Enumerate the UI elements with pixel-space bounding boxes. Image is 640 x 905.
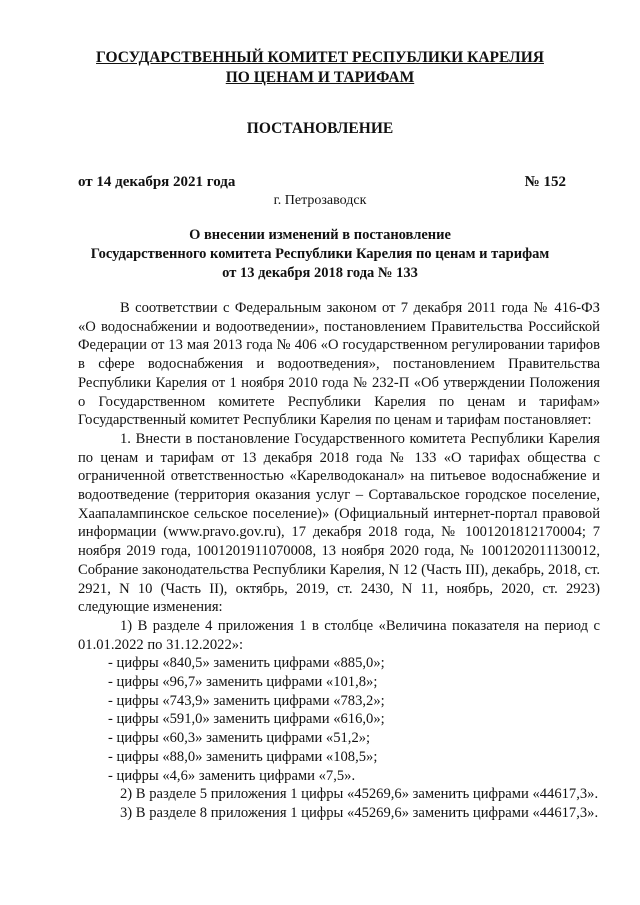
document-subject [0, 226, 640, 283]
replacement-item: - цифры «743,9» заменить цифрами «783,2»; [108, 692, 385, 709]
subject-line-3: от 13 декабря 2018 года № 133 [222, 265, 418, 281]
replacement-item: - цифры «840,5» заменить цифрами «885,0»; [108, 655, 385, 672]
organization-line-2: ПО ЦЕНАМ И ТАРИФАМ [225, 69, 415, 86]
replacement-item: - цифры «60,3» заменить цифрами «51,2»; [108, 730, 371, 747]
document-date: от 14 декабря 2021 года [78, 174, 236, 190]
document-number: № 152 [524, 174, 566, 190]
subject-line-1: О внесении изменений в постановление [189, 227, 451, 243]
replacement-item: - цифры «4,6» заменить цифрами «7,5». [108, 767, 356, 784]
replacement-item: - цифры «591,0» заменить цифрами «616,0»; [108, 711, 385, 728]
subject-line-2: Государственного комитета Республики Карелия по ценам и тарифам [90, 246, 550, 262]
subitem-1-paragraph: 1) В разделе 4 приложения 1 в столбце «Величина показателя на период с 01.01.2022 по 31.12.2022»: [78, 617, 600, 653]
date-number-row [78, 174, 566, 191]
preamble-paragraph: В соответствии с Федеральным законом от 7 декабря 2011 года № 416-ФЗ «О водоснабжении и водоотведении», постановлением Правительства Российской Федерации от 13 мая 2013 года № 406 «О государственном регулировании тарифов в сфере водоснабжения и водоотведения», постановлением Правительства Республики Карелия от 1 ноября 2010 года № 232-П «Об утверждении Положения о Государственном комитете Республики Карелия по ценам и тарифам» Государственный комитет Республики Карелия по ценам и тарифам постановляет: [78, 300, 600, 429]
item-1-paragraph: 1. Внести в постановление Государственного комитета Республики Карелия по ценам и тарифам от 13 декабря 2018 года № 133 «О тарифах общества с ограниченной ответственностью «Карелводоканал» на питьевое водоснабжение и водоотведение (территория оказания услуг – Сортавальское городское поселение, Хаапалампинское сельское поселение)» (Официальный интернет-портал правовой информации (www.pravo.gov.ru), 17 декабря 2018 года, № 1001201812170004; 7 ноября 2019 года, 1001201911070008, 13 ноября 2020 года, № 1001202011130012, Собрание законодательства Республики Карелия, N 12 (Часть III), декабрь, 2018, ст. 2921, N 10 (Часть II), октябрь, 2019, ст. 2430, N 11, ноябрь, 2020, ст. 2923) следующие изменения: [78, 430, 600, 616]
document-type-title: ПОСТАНОВЛЕНИЕ [246, 120, 394, 137]
subitem-3-paragraph: 3) В разделе 8 приложения 1 цифры «45269,6» заменить цифрами «44617,3». [120, 804, 599, 821]
city: г. Петрозаводск [273, 193, 367, 208]
subitem-2-paragraph: 2) В разделе 5 приложения 1 цифры «45269,6» заменить цифрами «44617,3». [120, 786, 599, 803]
organization-line-1: ГОСУДАРСТВЕННЫЙ КОМИТЕТ РЕСПУБЛИКИ КАРЕЛИЯ [96, 49, 544, 66]
replacement-item: - цифры «96,7» заменить цифрами «101,8»; [108, 674, 378, 691]
organization-name [0, 48, 640, 88]
document-body [78, 299, 600, 823]
replacement-item: - цифры «88,0» заменить цифрами «108,5»; [108, 748, 378, 765]
